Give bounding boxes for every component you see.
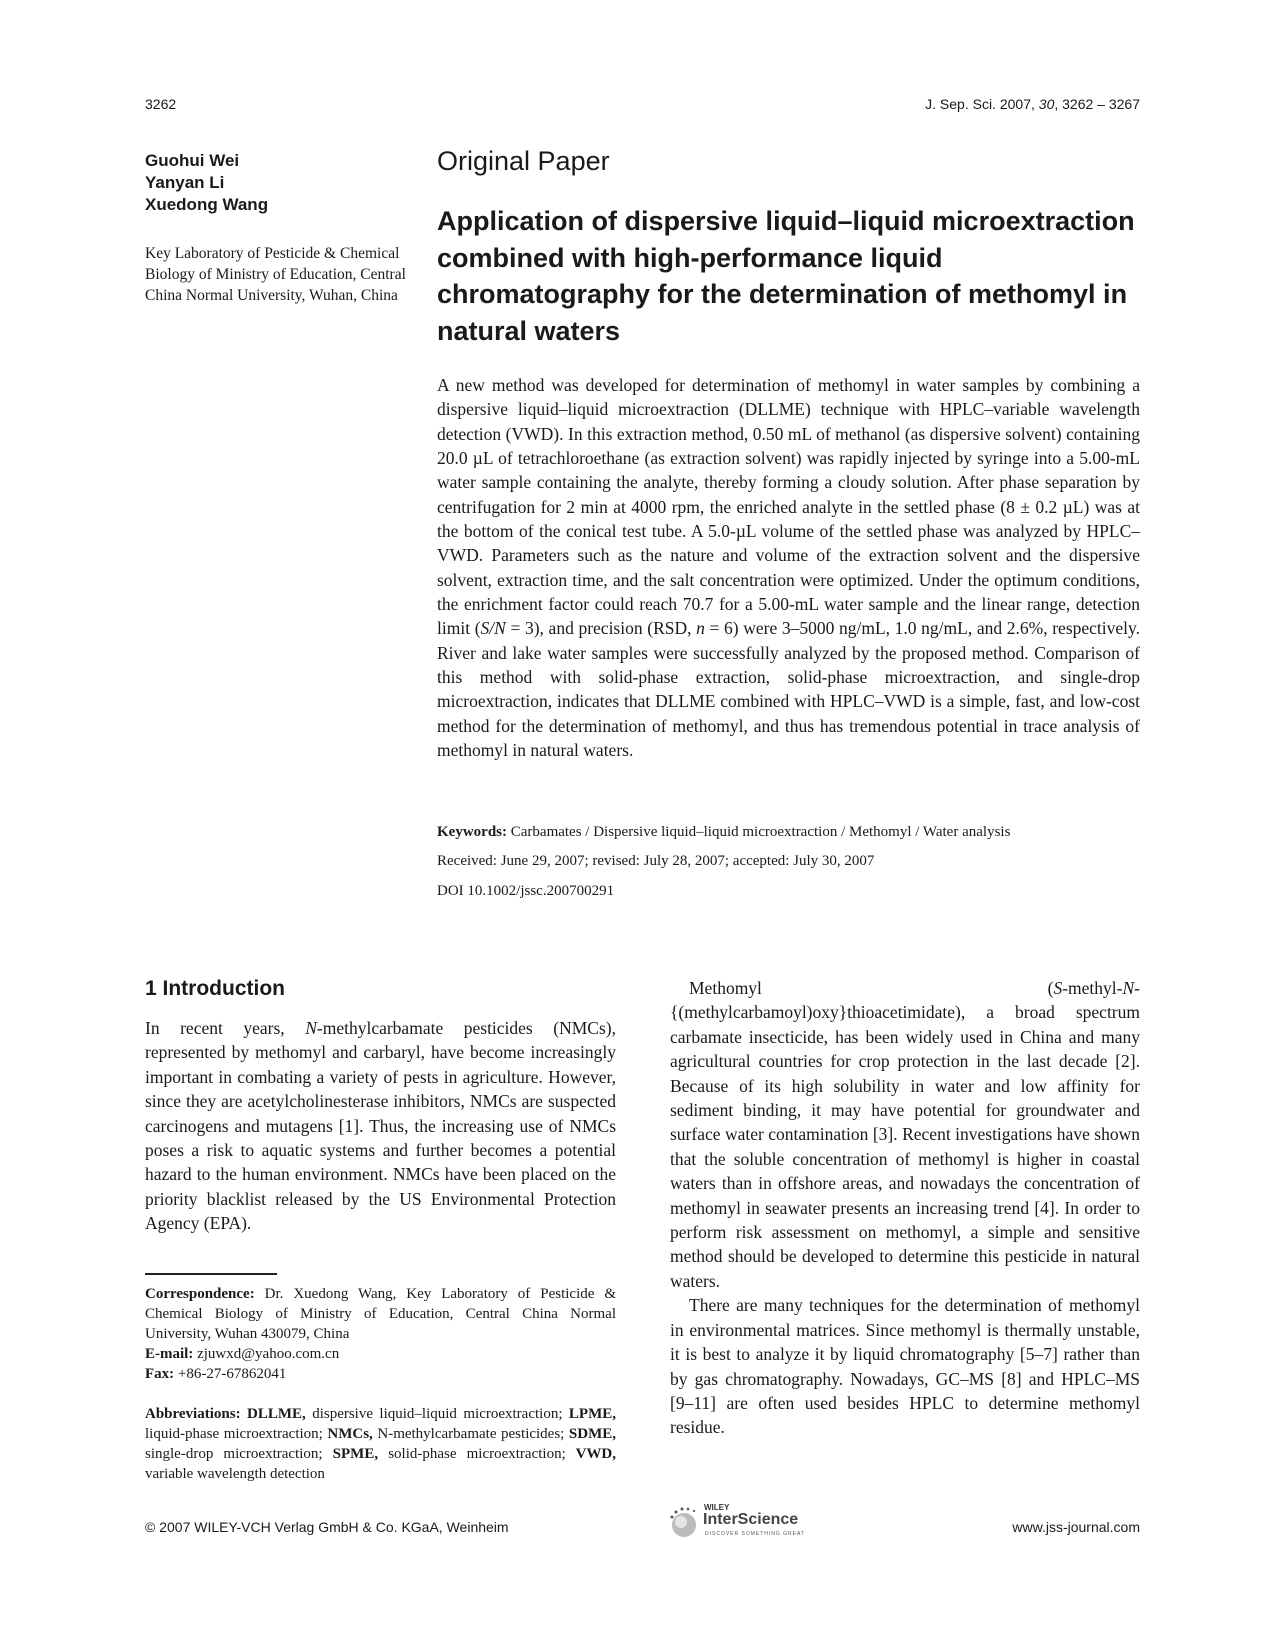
- logo-tagline: DISCOVER SOMETHING GREAT: [705, 1531, 806, 1537]
- doi[interactable]: DOI 10.1002/jssc.200700291: [437, 883, 615, 899]
- keywords: [437, 824, 1010, 841]
- abbr-term: DLLME,: [240, 1406, 306, 1422]
- wiley-interscience-logo: [668, 1503, 818, 1541]
- journal-url[interactable]: www.jss-journal.com: [1012, 1519, 1140, 1535]
- abbr-def: single-drop microextraction;: [145, 1446, 323, 1462]
- abstract-text: A new method was developed for determination of methomyl in water samples by combining a dispersive liquid–liquid microextraction (DLLME) technique with HPLC–variable wavelength detection (VWD). In this extraction method, 0.50 mL of methanol (as dispersive solvent) containing 20.0 µL of tetrachloroethane (as extraction solvent) was rapidly injected by syringe into a 5.00-mL water sample containing the analyte, thereby forming a cloudy solution. After phase separation by centrifugation for 2 min at 4000 rpm, the enriched analyte in the settled phase (8 ± 0.2 µL) was at the bottom of the conical test tube. A 5.0-µL volume of the settled phase was analyzed by HPLC–VWD. Parameters such as the nature and volume of the extraction solvent and the dispersive solvent, extraction time, and the salt concentration were optimized. Under the optimum conditions, the enrichment factor could reach 70.7 for a 5.00-mL water sample and the linear range, detection limit (: [437, 375, 1140, 639]
- paragraph: [670, 976, 1140, 1293]
- abbr-def: liquid-phase microextraction;: [145, 1426, 323, 1442]
- page-number: 3262: [145, 96, 177, 112]
- paragraph: [145, 1016, 616, 1236]
- article-type: Original Paper: [437, 146, 610, 176]
- journal-reference: [925, 96, 1140, 112]
- author: Xuedong Wang: [145, 195, 269, 214]
- text: In recent years,: [145, 1018, 306, 1038]
- right-column: [670, 976, 1140, 1440]
- journal-pages: , 3262 – 3267: [1054, 96, 1140, 112]
- abstract-text: = 3), and precision (RSD,: [505, 618, 697, 639]
- abstract-text: = 6) were 3–5000 ng/mL, 1.0 ng/mL, and 2.6%, respectively. River and lake water samples were successfully analyzed by the proposed method. Comparison of this method with solid-phase extraction, solid-phase microextraction, and single-drop microextraction, indicates that DLLME combined with HPLC–VWD is a simple, fast, and low-cost method for the determination of methomyl, and thus has tremendous potential in trace analysis of methomyl in natural waters.: [437, 618, 1141, 761]
- journal-prefix: J. Sep. Sci. 2007,: [925, 96, 1039, 112]
- text: -methylcarbamate pesticides (NMCs), represented by methomyl and carbaryl, have become increasingly important in combating a variety of pests in agriculture. However, since they are acetylcholinesterase inhibitors, NMCs are suspected carcinogens and mutagens [1]. Thus, the increasing use of NMCs poses a risk to aquatic systems and further becomes a potential hazard to the human environment. NMCs have been placed on the priority blacklist released by the US Environmental Protection Agency (EPA).: [145, 1018, 616, 1234]
- abbr-term: SPME,: [322, 1446, 379, 1462]
- affiliation: Key Laboratory of Pesticide & Chemical Biology of Ministry of Education, Central China Normal University, Wuhan, China: [145, 245, 406, 304]
- author-list: [145, 150, 268, 216]
- received-dates: Received: June 29, 2007; revised: July 28, 2007; accepted: July 30, 2007: [437, 853, 875, 869]
- abbreviations: [145, 1404, 616, 1484]
- abstract-text: S/N: [480, 618, 506, 639]
- fax-number: +86-27-67862041: [174, 1366, 287, 1382]
- abbr-term: SDME,: [564, 1426, 616, 1442]
- abstract: [437, 373, 1140, 763]
- abbr-def: variable wavelength detection: [145, 1466, 325, 1482]
- keywords-label: Keywords:: [437, 824, 507, 840]
- logo-wiley: WILEY: [704, 1503, 730, 1512]
- text: N: [1122, 978, 1135, 998]
- text: Methomyl (: [689, 978, 1054, 998]
- abstract-text: n: [696, 618, 705, 639]
- copyright: © 2007 WILEY-VCH Verlag GmbH & Co. KGaA, Weinheim: [145, 1519, 509, 1535]
- abbr-term: VWD,: [565, 1446, 616, 1462]
- fax-label: Fax:: [145, 1366, 175, 1382]
- correspondence-text: Dr. Xuedong Wang, Key Laboratory of Pesticide & Chemical Biology of Ministry of Education, Central China Normal University, Wuhan 430079, China: [145, 1286, 616, 1342]
- author: Yanyan Li: [145, 173, 225, 192]
- text: -methyl-: [1062, 978, 1123, 998]
- section-heading: 1 Introduction: [145, 977, 285, 1000]
- abbr-def: N-methylcarbamate pesticides;: [372, 1426, 565, 1442]
- email-label: E-mail:: [145, 1346, 194, 1362]
- keywords-value: Carbamates / Dispersive liquid–liquid microextraction / Methomyl / Water analysis: [507, 824, 1011, 840]
- abbr-def: solid-phase microextraction;: [378, 1446, 566, 1462]
- correspondence-label: Correspondence:: [145, 1286, 255, 1302]
- logo-interscience: InterScience: [703, 1511, 799, 1528]
- abbr-term: NMCs,: [322, 1426, 373, 1442]
- footnote-divider: [145, 1273, 277, 1275]
- author: Guohui Wei: [145, 151, 240, 170]
- abbreviations-label: Abbreviations:: [145, 1406, 241, 1422]
- text: S: [1053, 978, 1063, 998]
- correspondence: [145, 1284, 616, 1384]
- abbr-def: dispersive liquid–liquid microextraction;: [305, 1406, 563, 1422]
- journal-volume: 30: [1038, 96, 1055, 112]
- text: -{(methylcarbamoyl)oxy}thioacetimidate), a broad spectrum carbamate insecticide, has been widely used in China and many agricultural countries for crop protection in the last decade [2]. Because of its high solubility in water and low affinity for sediment binding, it may have potential for groundwater and surface water contamination [3]. Recent investigations have shown that the soluble concentration of methomyl is higher in coastal waters than in offshore areas, and nowadays the concentration of methomyl in seawater presents an increasing trend [4]. In order to perform risk assessment on methomyl, a simple and sensitive method should be developed to determine this pesticide in natural waters.: [670, 978, 1140, 1291]
- paragraph: There are many techniques for the determination of methomyl in environmental matrices. Since methomyl is thermally unstable, it is best to analyze it by liquid chromatography [5–7] rather than by gas chromatography. Nowadays, GC–MS [8] and HPLC–MS [9–11] are often used besides HPLC to determine methomyl residue.: [670, 1295, 1140, 1438]
- email-link[interactable]: zjuwxd@yahoo.com.cn: [193, 1346, 340, 1362]
- abbr-term: LPME,: [562, 1406, 616, 1422]
- paper-title: Application of dispersive liquid–liquid microextraction combined with high-performance liquid chromatography for the determination of methomyl in natural waters: [437, 206, 1135, 346]
- text: N: [305, 1018, 317, 1038]
